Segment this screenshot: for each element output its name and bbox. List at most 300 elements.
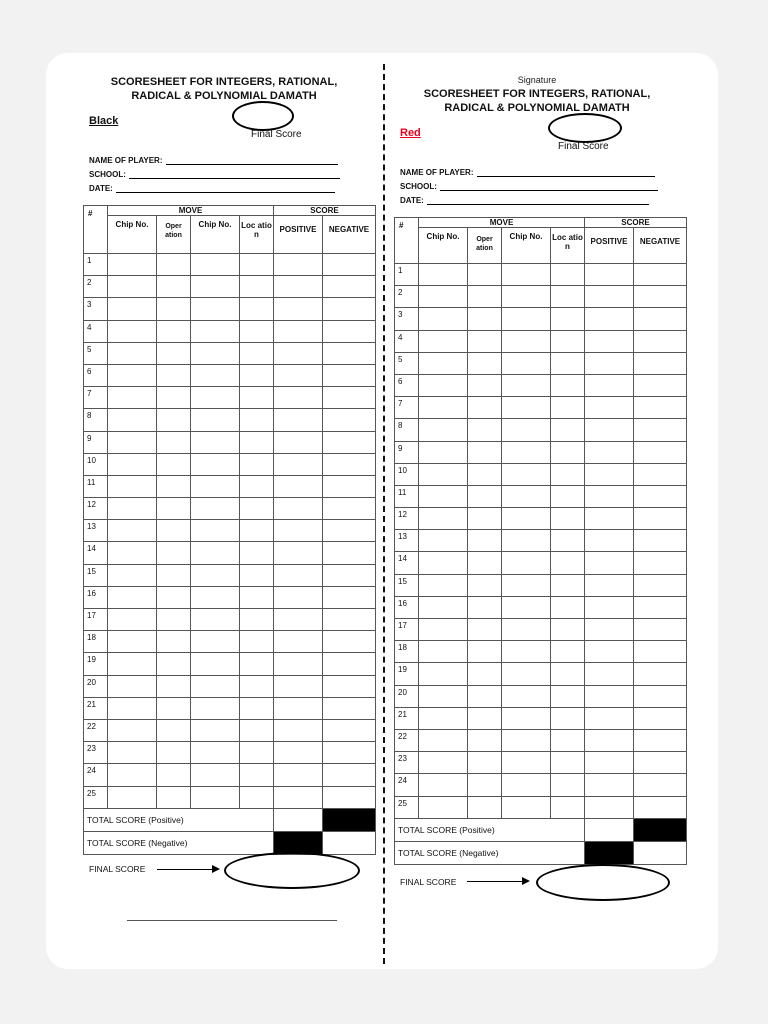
positive-cell[interactable] bbox=[274, 298, 323, 320]
operation-cell[interactable] bbox=[468, 463, 502, 485]
operation-cell[interactable] bbox=[157, 387, 191, 409]
negative-cell[interactable] bbox=[634, 707, 687, 729]
negative-cell[interactable] bbox=[634, 264, 687, 286]
location-cell[interactable] bbox=[551, 685, 585, 707]
operation-cell[interactable] bbox=[468, 485, 502, 507]
negative-cell[interactable] bbox=[634, 729, 687, 751]
chip-no-cell[interactable] bbox=[191, 786, 240, 808]
operation-cell[interactable] bbox=[468, 352, 502, 374]
positive-cell[interactable] bbox=[585, 552, 634, 574]
location-cell[interactable] bbox=[240, 409, 274, 431]
location-cell[interactable] bbox=[240, 542, 274, 564]
negative-cell[interactable] bbox=[323, 254, 376, 276]
chip-no-cell[interactable] bbox=[108, 653, 157, 675]
negative-cell[interactable] bbox=[323, 520, 376, 542]
chip-no-cell[interactable] bbox=[419, 508, 468, 530]
chip-no-cell[interactable] bbox=[108, 675, 157, 697]
negative-cell[interactable] bbox=[634, 286, 687, 308]
negative-cell[interactable] bbox=[634, 774, 687, 796]
positive-cell[interactable] bbox=[274, 431, 323, 453]
operation-cell[interactable] bbox=[468, 397, 502, 419]
chip-no-cell[interactable] bbox=[191, 675, 240, 697]
location-cell[interactable] bbox=[551, 729, 585, 751]
chip-no-cell[interactable] bbox=[502, 641, 551, 663]
operation-cell[interactable] bbox=[157, 520, 191, 542]
location-cell[interactable] bbox=[551, 641, 585, 663]
positive-cell[interactable] bbox=[585, 752, 634, 774]
operation-cell[interactable] bbox=[468, 330, 502, 352]
positive-cell[interactable] bbox=[585, 530, 634, 552]
negative-cell[interactable] bbox=[323, 498, 376, 520]
chip-no-cell[interactable] bbox=[108, 697, 157, 719]
chip-no-cell[interactable] bbox=[108, 320, 157, 342]
location-cell[interactable] bbox=[240, 475, 274, 497]
operation-cell[interactable] bbox=[468, 552, 502, 574]
positive-cell[interactable] bbox=[274, 675, 323, 697]
operation-cell[interactable] bbox=[468, 419, 502, 441]
operation-cell[interactable] bbox=[468, 796, 502, 818]
negative-cell[interactable] bbox=[323, 542, 376, 564]
chip-no-cell[interactable] bbox=[419, 552, 468, 574]
operation-cell[interactable] bbox=[468, 441, 502, 463]
school-field[interactable]: SCHOOL: bbox=[89, 170, 340, 179]
chip-no-cell[interactable] bbox=[108, 764, 157, 786]
black-final-score-box[interactable] bbox=[224, 852, 360, 889]
chip-no-cell[interactable] bbox=[502, 596, 551, 618]
chip-no-cell[interactable] bbox=[502, 330, 551, 352]
negative-cell[interactable] bbox=[323, 742, 376, 764]
signature-line[interactable] bbox=[127, 920, 337, 921]
operation-cell[interactable] bbox=[157, 475, 191, 497]
operation-cell[interactable] bbox=[468, 663, 502, 685]
negative-cell[interactable] bbox=[634, 485, 687, 507]
operation-cell[interactable] bbox=[157, 653, 191, 675]
operation-cell[interactable] bbox=[468, 619, 502, 641]
chip-no-cell[interactable] bbox=[419, 619, 468, 641]
chip-no-cell[interactable] bbox=[419, 752, 468, 774]
chip-no-cell[interactable] bbox=[419, 374, 468, 396]
location-cell[interactable] bbox=[551, 330, 585, 352]
chip-no-cell[interactable] bbox=[502, 574, 551, 596]
negative-cell[interactable] bbox=[323, 453, 376, 475]
chip-no-cell[interactable] bbox=[419, 485, 468, 507]
positive-cell[interactable] bbox=[585, 463, 634, 485]
operation-cell[interactable] bbox=[157, 342, 191, 364]
chip-no-cell[interactable] bbox=[191, 609, 240, 631]
negative-cell[interactable] bbox=[323, 342, 376, 364]
chip-no-cell[interactable] bbox=[108, 786, 157, 808]
chip-no-cell[interactable] bbox=[108, 387, 157, 409]
operation-cell[interactable] bbox=[468, 729, 502, 751]
negative-cell[interactable] bbox=[323, 631, 376, 653]
negative-cell[interactable] bbox=[634, 685, 687, 707]
location-cell[interactable] bbox=[551, 596, 585, 618]
chip-no-cell[interactable] bbox=[191, 453, 240, 475]
chip-no-cell[interactable] bbox=[191, 475, 240, 497]
location-cell[interactable] bbox=[240, 631, 274, 653]
positive-cell[interactable] bbox=[585, 796, 634, 818]
chip-no-cell[interactable] bbox=[191, 542, 240, 564]
chip-no-cell[interactable] bbox=[419, 596, 468, 618]
chip-no-cell[interactable] bbox=[108, 542, 157, 564]
location-cell[interactable] bbox=[551, 286, 585, 308]
chip-no-cell[interactable] bbox=[502, 796, 551, 818]
chip-no-cell[interactable] bbox=[502, 752, 551, 774]
location-cell[interactable] bbox=[551, 308, 585, 330]
location-cell[interactable] bbox=[551, 663, 585, 685]
operation-cell[interactable] bbox=[157, 742, 191, 764]
chip-no-cell[interactable] bbox=[502, 397, 551, 419]
location-cell[interactable] bbox=[551, 419, 585, 441]
chip-no-cell[interactable] bbox=[191, 387, 240, 409]
negative-cell[interactable] bbox=[634, 397, 687, 419]
chip-no-cell[interactable] bbox=[502, 485, 551, 507]
red-final-score-oval[interactable] bbox=[548, 113, 622, 143]
chip-no-cell[interactable] bbox=[502, 774, 551, 796]
operation-cell[interactable] bbox=[157, 498, 191, 520]
chip-no-cell[interactable] bbox=[191, 520, 240, 542]
operation-cell[interactable] bbox=[157, 764, 191, 786]
positive-cell[interactable] bbox=[585, 264, 634, 286]
negative-cell[interactable] bbox=[323, 764, 376, 786]
location-cell[interactable] bbox=[240, 653, 274, 675]
operation-cell[interactable] bbox=[157, 409, 191, 431]
positive-cell[interactable] bbox=[274, 320, 323, 342]
chip-no-cell[interactable] bbox=[191, 342, 240, 364]
location-cell[interactable] bbox=[240, 564, 274, 586]
negative-cell[interactable] bbox=[323, 431, 376, 453]
chip-no-cell[interactable] bbox=[419, 574, 468, 596]
chip-no-cell[interactable] bbox=[419, 641, 468, 663]
operation-cell[interactable] bbox=[157, 719, 191, 741]
positive-cell[interactable] bbox=[274, 631, 323, 653]
location-cell[interactable] bbox=[551, 796, 585, 818]
player-name-field[interactable]: NAME OF PLAYER: bbox=[400, 168, 655, 177]
operation-cell[interactable] bbox=[157, 631, 191, 653]
date-field[interactable]: DATE: bbox=[89, 184, 335, 193]
location-cell[interactable] bbox=[240, 675, 274, 697]
operation-cell[interactable] bbox=[468, 530, 502, 552]
operation-cell[interactable] bbox=[157, 364, 191, 386]
positive-cell[interactable] bbox=[585, 286, 634, 308]
chip-no-cell[interactable] bbox=[108, 475, 157, 497]
location-cell[interactable] bbox=[240, 320, 274, 342]
chip-no-cell[interactable] bbox=[419, 685, 468, 707]
chip-no-cell[interactable] bbox=[108, 276, 157, 298]
positive-cell[interactable] bbox=[585, 330, 634, 352]
chip-no-cell[interactable] bbox=[191, 697, 240, 719]
negative-cell[interactable] bbox=[634, 419, 687, 441]
operation-cell[interactable] bbox=[468, 286, 502, 308]
positive-cell[interactable] bbox=[585, 485, 634, 507]
location-cell[interactable] bbox=[551, 574, 585, 596]
chip-no-cell[interactable] bbox=[502, 508, 551, 530]
location-cell[interactable] bbox=[240, 764, 274, 786]
operation-cell[interactable] bbox=[157, 675, 191, 697]
chip-no-cell[interactable] bbox=[108, 431, 157, 453]
total-negative-cell[interactable] bbox=[323, 831, 376, 854]
location-cell[interactable] bbox=[240, 742, 274, 764]
location-cell[interactable] bbox=[551, 508, 585, 530]
location-cell[interactable] bbox=[240, 254, 274, 276]
chip-no-cell[interactable] bbox=[419, 330, 468, 352]
chip-no-cell[interactable] bbox=[419, 707, 468, 729]
total-positive-cell[interactable] bbox=[585, 818, 634, 841]
school-field[interactable]: SCHOOL: bbox=[400, 182, 658, 191]
negative-cell[interactable] bbox=[634, 796, 687, 818]
chip-no-cell[interactable] bbox=[191, 586, 240, 608]
chip-no-cell[interactable] bbox=[191, 298, 240, 320]
negative-cell[interactable] bbox=[323, 364, 376, 386]
positive-cell[interactable] bbox=[585, 619, 634, 641]
location-cell[interactable] bbox=[240, 342, 274, 364]
chip-no-cell[interactable] bbox=[502, 308, 551, 330]
chip-no-cell[interactable] bbox=[108, 298, 157, 320]
chip-no-cell[interactable] bbox=[502, 441, 551, 463]
chip-no-cell[interactable] bbox=[419, 264, 468, 286]
negative-cell[interactable] bbox=[323, 697, 376, 719]
positive-cell[interactable] bbox=[274, 409, 323, 431]
negative-cell[interactable] bbox=[634, 374, 687, 396]
negative-cell[interactable] bbox=[323, 786, 376, 808]
location-cell[interactable] bbox=[240, 586, 274, 608]
player-name-field[interactable]: NAME OF PLAYER: bbox=[89, 156, 338, 165]
chip-no-cell[interactable] bbox=[502, 729, 551, 751]
chip-no-cell[interactable] bbox=[419, 729, 468, 751]
operation-cell[interactable] bbox=[157, 609, 191, 631]
chip-no-cell[interactable] bbox=[419, 774, 468, 796]
location-cell[interactable] bbox=[551, 619, 585, 641]
chip-no-cell[interactable] bbox=[502, 685, 551, 707]
location-cell[interactable] bbox=[240, 298, 274, 320]
location-cell[interactable] bbox=[240, 609, 274, 631]
location-cell[interactable] bbox=[240, 276, 274, 298]
operation-cell[interactable] bbox=[468, 596, 502, 618]
positive-cell[interactable] bbox=[585, 729, 634, 751]
chip-no-cell[interactable] bbox=[108, 453, 157, 475]
chip-no-cell[interactable] bbox=[419, 308, 468, 330]
operation-cell[interactable] bbox=[468, 508, 502, 530]
positive-cell[interactable] bbox=[274, 697, 323, 719]
chip-no-cell[interactable] bbox=[108, 520, 157, 542]
positive-cell[interactable] bbox=[274, 520, 323, 542]
location-cell[interactable] bbox=[551, 264, 585, 286]
date-field[interactable]: DATE: bbox=[400, 196, 649, 205]
negative-cell[interactable] bbox=[323, 719, 376, 741]
positive-cell[interactable] bbox=[274, 453, 323, 475]
chip-no-cell[interactable] bbox=[191, 719, 240, 741]
positive-cell[interactable] bbox=[585, 574, 634, 596]
location-cell[interactable] bbox=[551, 374, 585, 396]
negative-cell[interactable] bbox=[634, 352, 687, 374]
chip-no-cell[interactable] bbox=[419, 419, 468, 441]
chip-no-cell[interactable] bbox=[108, 364, 157, 386]
chip-no-cell[interactable] bbox=[502, 419, 551, 441]
chip-no-cell[interactable] bbox=[191, 254, 240, 276]
chip-no-cell[interactable] bbox=[191, 498, 240, 520]
negative-cell[interactable] bbox=[634, 596, 687, 618]
location-cell[interactable] bbox=[551, 774, 585, 796]
chip-no-cell[interactable] bbox=[502, 552, 551, 574]
chip-no-cell[interactable] bbox=[419, 463, 468, 485]
chip-no-cell[interactable] bbox=[502, 530, 551, 552]
red-final-score-box[interactable] bbox=[536, 864, 670, 901]
positive-cell[interactable] bbox=[274, 364, 323, 386]
chip-no-cell[interactable] bbox=[502, 663, 551, 685]
chip-no-cell[interactable] bbox=[108, 586, 157, 608]
chip-no-cell[interactable] bbox=[191, 364, 240, 386]
negative-cell[interactable] bbox=[634, 619, 687, 641]
positive-cell[interactable] bbox=[585, 685, 634, 707]
chip-no-cell[interactable] bbox=[191, 564, 240, 586]
chip-no-cell[interactable] bbox=[108, 631, 157, 653]
negative-cell[interactable] bbox=[634, 508, 687, 530]
location-cell[interactable] bbox=[551, 463, 585, 485]
operation-cell[interactable] bbox=[157, 276, 191, 298]
positive-cell[interactable] bbox=[274, 387, 323, 409]
negative-cell[interactable] bbox=[634, 752, 687, 774]
chip-no-cell[interactable] bbox=[108, 719, 157, 741]
chip-no-cell[interactable] bbox=[419, 397, 468, 419]
operation-cell[interactable] bbox=[157, 564, 191, 586]
chip-no-cell[interactable] bbox=[502, 463, 551, 485]
chip-no-cell[interactable] bbox=[191, 409, 240, 431]
operation-cell[interactable] bbox=[157, 431, 191, 453]
chip-no-cell[interactable] bbox=[419, 286, 468, 308]
operation-cell[interactable] bbox=[468, 685, 502, 707]
positive-cell[interactable] bbox=[585, 641, 634, 663]
location-cell[interactable] bbox=[240, 387, 274, 409]
chip-no-cell[interactable] bbox=[108, 742, 157, 764]
positive-cell[interactable] bbox=[585, 774, 634, 796]
location-cell[interactable] bbox=[551, 707, 585, 729]
location-cell[interactable] bbox=[551, 530, 585, 552]
positive-cell[interactable] bbox=[274, 276, 323, 298]
chip-no-cell[interactable] bbox=[191, 431, 240, 453]
total-negative-cell[interactable] bbox=[634, 841, 687, 864]
chip-no-cell[interactable] bbox=[191, 631, 240, 653]
chip-no-cell[interactable] bbox=[108, 409, 157, 431]
location-cell[interactable] bbox=[551, 752, 585, 774]
location-cell[interactable] bbox=[240, 453, 274, 475]
operation-cell[interactable] bbox=[157, 786, 191, 808]
operation-cell[interactable] bbox=[157, 320, 191, 342]
chip-no-cell[interactable] bbox=[502, 264, 551, 286]
negative-cell[interactable] bbox=[323, 653, 376, 675]
negative-cell[interactable] bbox=[634, 574, 687, 596]
location-cell[interactable] bbox=[551, 485, 585, 507]
chip-no-cell[interactable] bbox=[108, 254, 157, 276]
positive-cell[interactable] bbox=[585, 352, 634, 374]
positive-cell[interactable] bbox=[585, 374, 634, 396]
location-cell[interactable] bbox=[240, 498, 274, 520]
chip-no-cell[interactable] bbox=[419, 796, 468, 818]
negative-cell[interactable] bbox=[634, 463, 687, 485]
negative-cell[interactable] bbox=[634, 641, 687, 663]
location-cell[interactable] bbox=[240, 697, 274, 719]
chip-no-cell[interactable] bbox=[502, 352, 551, 374]
positive-cell[interactable] bbox=[585, 441, 634, 463]
chip-no-cell[interactable] bbox=[502, 374, 551, 396]
operation-cell[interactable] bbox=[157, 697, 191, 719]
negative-cell[interactable] bbox=[634, 552, 687, 574]
chip-no-cell[interactable] bbox=[108, 609, 157, 631]
chip-no-cell[interactable] bbox=[502, 707, 551, 729]
positive-cell[interactable] bbox=[585, 596, 634, 618]
positive-cell[interactable] bbox=[274, 653, 323, 675]
chip-no-cell[interactable] bbox=[108, 564, 157, 586]
chip-no-cell[interactable] bbox=[502, 286, 551, 308]
operation-cell[interactable] bbox=[157, 586, 191, 608]
negative-cell[interactable] bbox=[323, 276, 376, 298]
negative-cell[interactable] bbox=[323, 609, 376, 631]
positive-cell[interactable] bbox=[274, 786, 323, 808]
operation-cell[interactable] bbox=[157, 453, 191, 475]
negative-cell[interactable] bbox=[634, 530, 687, 552]
positive-cell[interactable] bbox=[585, 308, 634, 330]
negative-cell[interactable] bbox=[323, 586, 376, 608]
positive-cell[interactable] bbox=[274, 719, 323, 741]
positive-cell[interactable] bbox=[585, 419, 634, 441]
positive-cell[interactable] bbox=[274, 742, 323, 764]
positive-cell[interactable] bbox=[274, 564, 323, 586]
negative-cell[interactable] bbox=[323, 320, 376, 342]
positive-cell[interactable] bbox=[274, 542, 323, 564]
positive-cell[interactable] bbox=[585, 707, 634, 729]
location-cell[interactable] bbox=[240, 431, 274, 453]
operation-cell[interactable] bbox=[468, 308, 502, 330]
negative-cell[interactable] bbox=[634, 308, 687, 330]
operation-cell[interactable] bbox=[157, 254, 191, 276]
positive-cell[interactable] bbox=[585, 663, 634, 685]
negative-cell[interactable] bbox=[323, 298, 376, 320]
positive-cell[interactable] bbox=[274, 498, 323, 520]
chip-no-cell[interactable] bbox=[191, 276, 240, 298]
chip-no-cell[interactable] bbox=[191, 764, 240, 786]
total-positive-cell[interactable] bbox=[274, 808, 323, 831]
positive-cell[interactable] bbox=[274, 586, 323, 608]
negative-cell[interactable] bbox=[323, 409, 376, 431]
operation-cell[interactable] bbox=[157, 542, 191, 564]
operation-cell[interactable] bbox=[468, 752, 502, 774]
negative-cell[interactable] bbox=[634, 330, 687, 352]
location-cell[interactable] bbox=[551, 441, 585, 463]
location-cell[interactable] bbox=[240, 364, 274, 386]
operation-cell[interactable] bbox=[468, 707, 502, 729]
chip-no-cell[interactable] bbox=[191, 653, 240, 675]
chip-no-cell[interactable] bbox=[108, 498, 157, 520]
chip-no-cell[interactable] bbox=[419, 663, 468, 685]
location-cell[interactable] bbox=[551, 352, 585, 374]
chip-no-cell[interactable] bbox=[191, 320, 240, 342]
positive-cell[interactable] bbox=[274, 342, 323, 364]
positive-cell[interactable] bbox=[274, 764, 323, 786]
chip-no-cell[interactable] bbox=[108, 342, 157, 364]
location-cell[interactable] bbox=[240, 786, 274, 808]
operation-cell[interactable] bbox=[468, 641, 502, 663]
chip-no-cell[interactable] bbox=[419, 352, 468, 374]
operation-cell[interactable] bbox=[468, 774, 502, 796]
black-final-score-oval[interactable] bbox=[232, 101, 294, 131]
chip-no-cell[interactable] bbox=[502, 619, 551, 641]
chip-no-cell[interactable] bbox=[419, 530, 468, 552]
negative-cell[interactable] bbox=[634, 441, 687, 463]
positive-cell[interactable] bbox=[274, 475, 323, 497]
positive-cell[interactable] bbox=[274, 609, 323, 631]
chip-no-cell[interactable] bbox=[419, 441, 468, 463]
positive-cell[interactable] bbox=[585, 397, 634, 419]
location-cell[interactable] bbox=[240, 719, 274, 741]
